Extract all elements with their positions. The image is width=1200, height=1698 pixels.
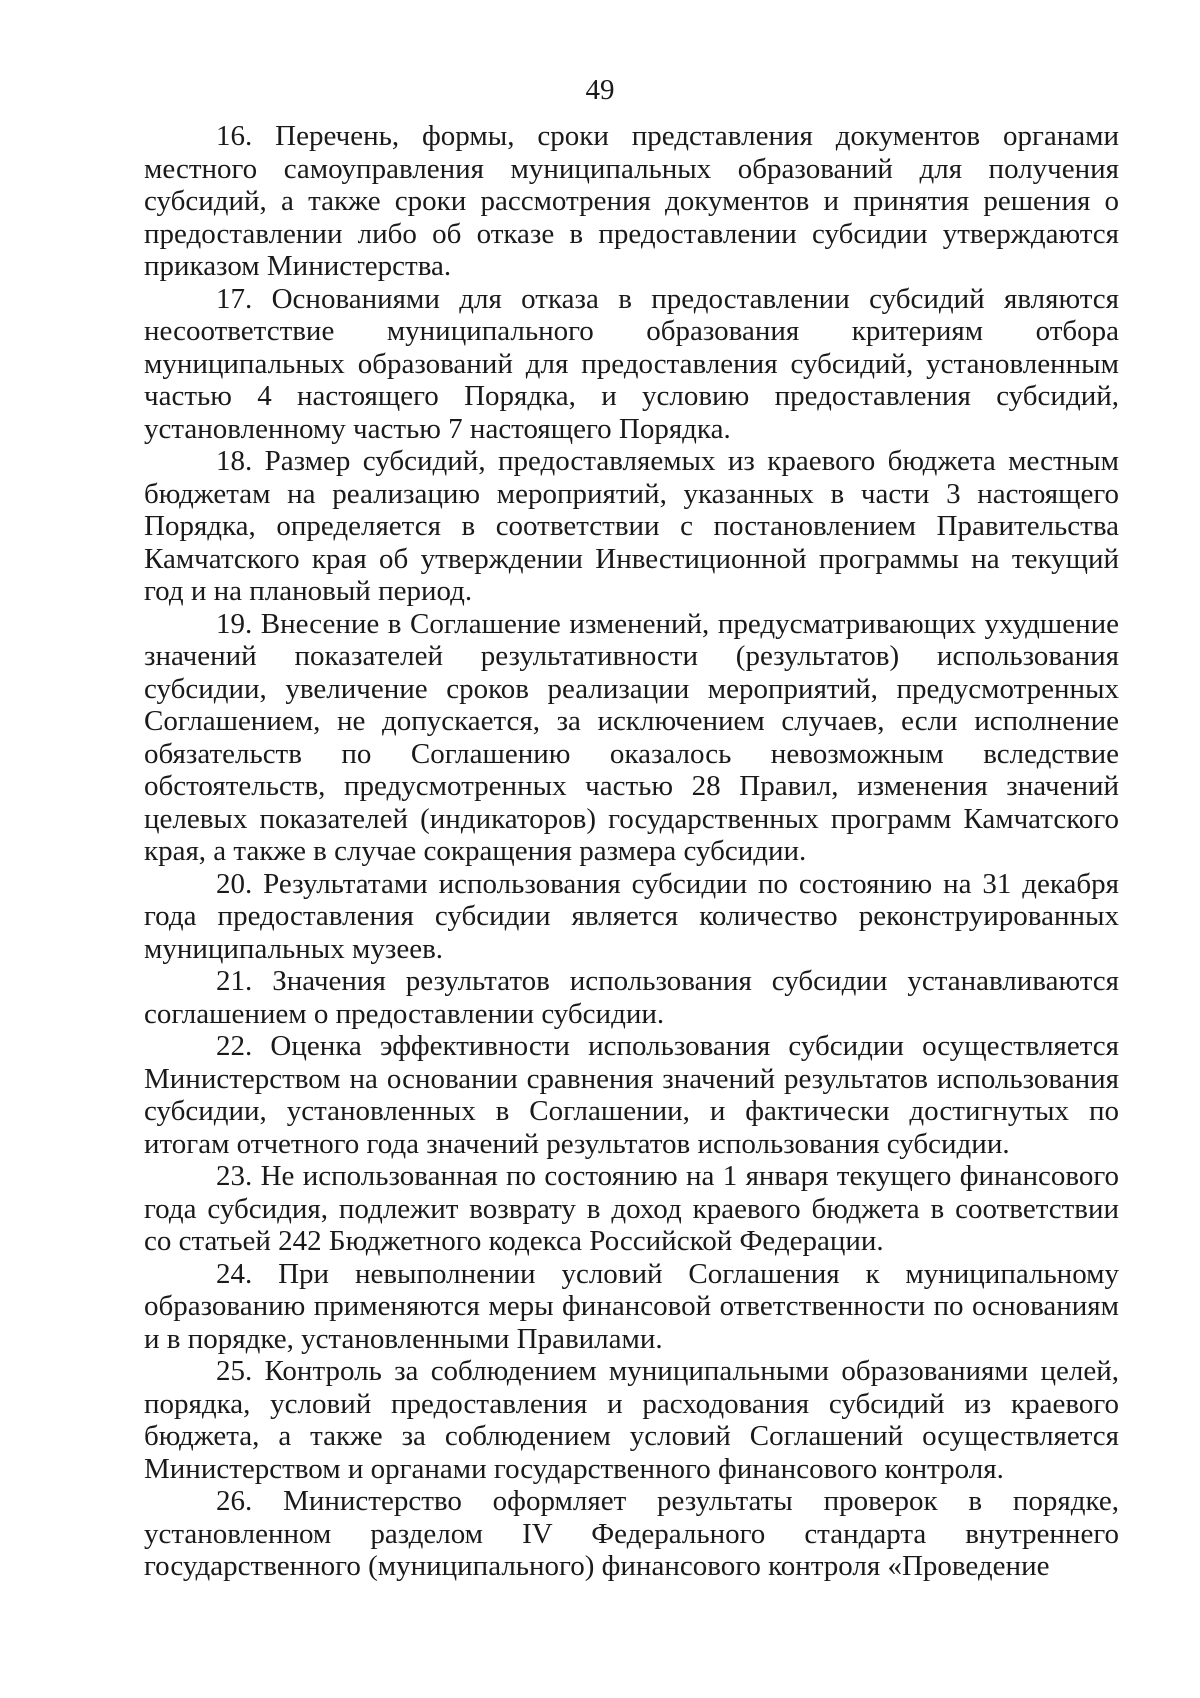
paragraph-23: 23. Не использованная по состоянию на 1 января текущего финансового года субсидия, подлежит возврату в доход краевого бюджета в соответствии со статьей 242 Бюджетного кодекса Российской Федерации.: [144, 1160, 1119, 1257]
document-body: [144, 120, 1119, 1583]
paragraph-18: 18. Размер субсидий, предоставляемых из краевого бюджета местным бюджетам на реализацию мероприятий, указанных в части 3 настоящего Порядка, определяется в соответствии с постановлением Правительства Камчатского края об утверждении Инвестиционной программы на текущий год и на плановый период.: [144, 445, 1119, 607]
paragraph-20: 20. Результатами использования субсидии по состоянию на 31 декабря года предоставления субсидии является количество реконструированных муниципальных музеев.: [144, 867, 1119, 965]
paragraph-26: 26. Министерство оформляет результаты проверок в порядке, установленном разделом IV Федерального стандарта внутреннего государственного (муниципального) финансового контроля «Проведение: [144, 1485, 1119, 1582]
page-number: 49: [585, 74, 615, 106]
paragraph-24: 24. При невыполнении условий Соглашения к муниципальному образованию применяются меры финансовой ответственности по основаниям и в порядке, установленными Правилами.: [144, 1257, 1119, 1355]
paragraph-19: 19. Внесение в Соглашение изменений, предусматривающих ухудшение значений показателей результативности (результатов) использования субсидии, увеличение сроков реализации мероприятий, предусмотренных Соглашением, не допускается, за исключением случаев, если исполнение обязательств по Соглашению оказалось невозможным вследствие обстоятельств, предусмотренных частью 28 Правил, изменения значений целевых показателей (индикаторов) государственных программ Камчатского края, а также в случае сокращения размера субсидии.: [144, 607, 1119, 867]
paragraph-21: 21. Значения результатов использования субсидии устанавливаются соглашением о предоставлении субсидии.: [144, 965, 1119, 1030]
paragraph-22: 22. Оценка эффективности использования субсидии осуществляется Министерством на основании сравнения значений результатов использования субсидии, установленных в Соглашении, и фактически достигнутых по итогам отчетного года значений результатов использования субсидии.: [144, 1030, 1119, 1160]
paragraph-17: 17. Основаниями для отказа в предоставлении субсидий являются несоответствие муниципального образования критериям отбора муниципальных образований для предоставления субсидий, установленным частью 4 настоящего Порядка, и условию предоставления субсидий, установленному частью 7 настоящего Порядка.: [144, 282, 1119, 445]
paragraph-16: 16. Перечень, формы, сроки представления документов органами местного самоуправления муниципальных образований для получения субсидий, а также сроки рассмотрения документов и принятия решения о предоставлении либо об отказе в предоставлении субсидии утверждаются приказом Министерства.: [144, 120, 1119, 282]
paragraph-25: 25. Контроль за соблюдением муниципальными образованиями целей, порядка, условий предоставления и расходования субсидий из краевого бюджета, а также за соблюдением условий Соглашений осуществляется Министерством и органами государственного финансового контроля.: [144, 1355, 1119, 1485]
